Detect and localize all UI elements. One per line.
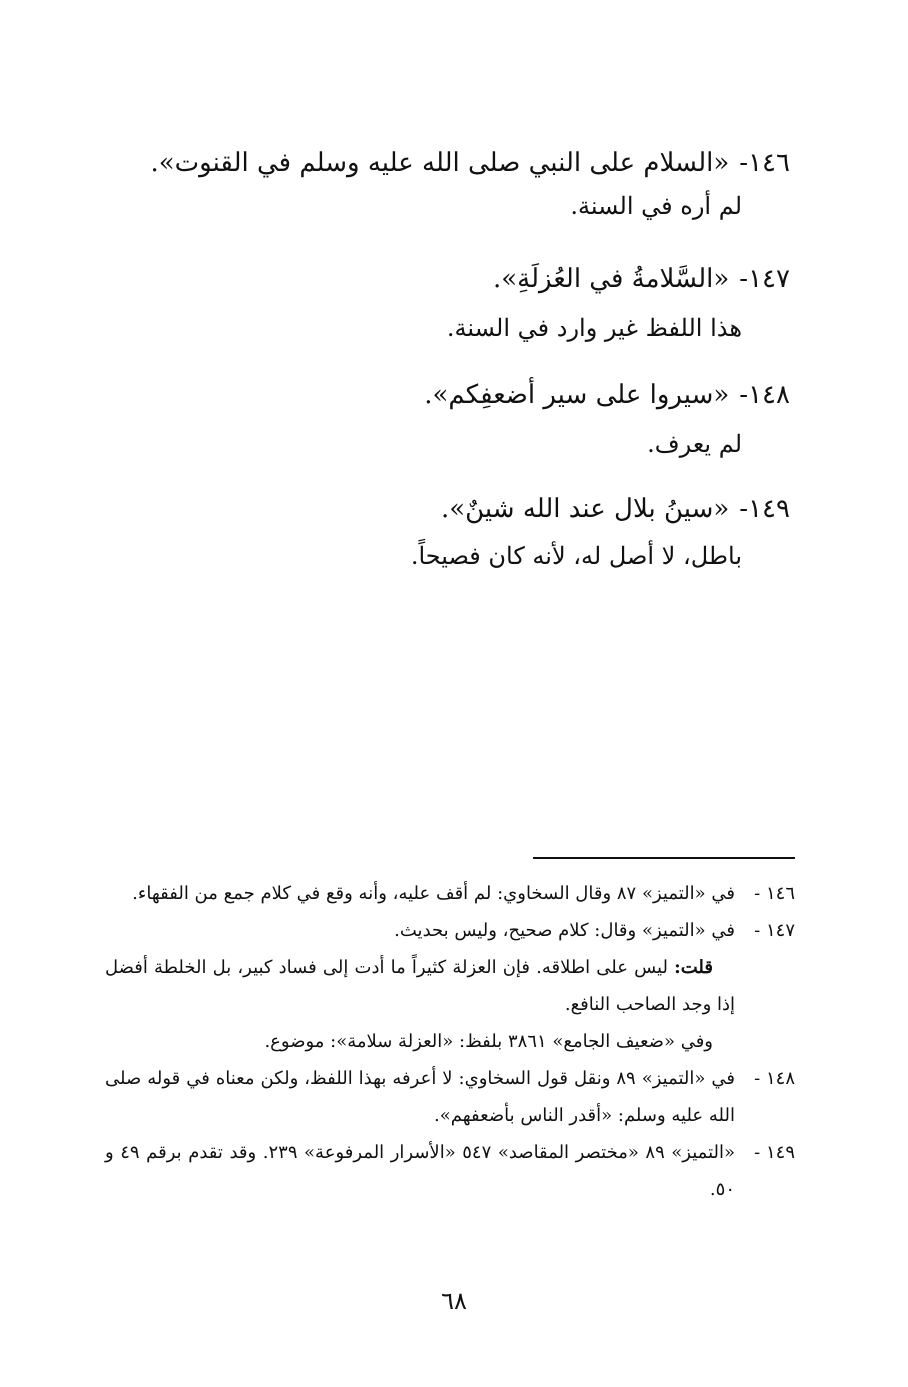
footnote-extra: وفي «ضعيف الجامع» ٣٨٦١ بلفظ: «العزلة سلامة»: موضوع. — [264, 1031, 713, 1052]
entry-comment: لم يعرف. — [647, 430, 742, 458]
footnote-body — [105, 875, 735, 912]
entry-number: ١٤٩- — [739, 494, 790, 524]
entry-heading — [150, 492, 790, 526]
entry-146 — [150, 146, 790, 222]
entry-text: «سينُ بلال عند الله شينٌ». — [440, 494, 730, 524]
footnotes — [105, 875, 795, 1208]
footnote-147 — [105, 912, 795, 1060]
entry-comment: لم أره في السنة. — [570, 192, 742, 220]
footnote-separator — [533, 857, 795, 859]
footnote-body — [105, 912, 735, 1060]
entry-comment: هذا اللفظ غير وارد في السنة. — [446, 314, 742, 342]
footnote-text: في «التميز» ٨٧ وقال السخاوي: لم أقف عليه، وأنه وقع في كلام جمع من الفقهاء. — [132, 883, 735, 904]
footnote-body — [105, 1060, 735, 1134]
footnote-number: ١٤٩ - — [754, 1142, 795, 1163]
entry-number: ١٤٧- — [739, 264, 790, 294]
footnote-text: في «التميز» ٨٩ ونقل قول السخاوي: لا أعرفه بهذا اللفظ، ولكن معناه في قوله صلى الله عليه وسلم: «أقدر الناس بأضعفهم». — [105, 1068, 736, 1126]
entry-number: ١٤٦- — [739, 148, 790, 178]
entry-text: «السلام على النبي صلى الله عليه وسلم في القنوت». — [150, 148, 730, 178]
footnote-149 — [105, 1134, 795, 1208]
entry-comment: باطل، لا أصل له، لأنه كان فصيحاً. — [410, 542, 742, 570]
note-text: ليس على اطلاقه. فإن العزلة كثيراً ما أدت إلى فساد كبير، بل الخلطة أفضل إذا وجد الصاحب النافع. — [105, 957, 735, 1015]
note-label: قلت: — [674, 957, 713, 978]
entry-text: «سيروا على سير أضعفِكم». — [424, 380, 730, 410]
footnote-number: ١٤٦ - — [754, 883, 795, 904]
footnote-body — [105, 1134, 735, 1208]
footnote-text: «التميز» ٨٩ «مختصر المقاصد» ٥٤٧ «الأسرار المرفوعة» ٢٣٩. وقد تقدم برقم ٤٩ و ٥٠. — [105, 1142, 736, 1200]
footnote-note — [105, 949, 735, 1023]
entry-number: ١٤٨- — [739, 380, 790, 410]
entry-heading — [150, 146, 790, 180]
page-number: ٦٨ — [441, 1287, 467, 1315]
footnote-text: في «التميز» وقال: كلام صحيح، وليس بحديث. — [394, 920, 735, 941]
entry-heading — [150, 378, 790, 412]
entry-148 — [150, 378, 790, 460]
footnote-146 — [105, 875, 795, 912]
entry-149 — [150, 492, 790, 572]
entry-heading — [150, 262, 790, 296]
footnote-148 — [105, 1060, 795, 1134]
entry-text: «السَّلامةُ في العُزلَةِ». — [492, 264, 730, 294]
footnote-number: ١٤٧ - — [754, 920, 795, 941]
footnote-number: ١٤٨ - — [754, 1068, 795, 1089]
entry-147 — [150, 262, 790, 344]
